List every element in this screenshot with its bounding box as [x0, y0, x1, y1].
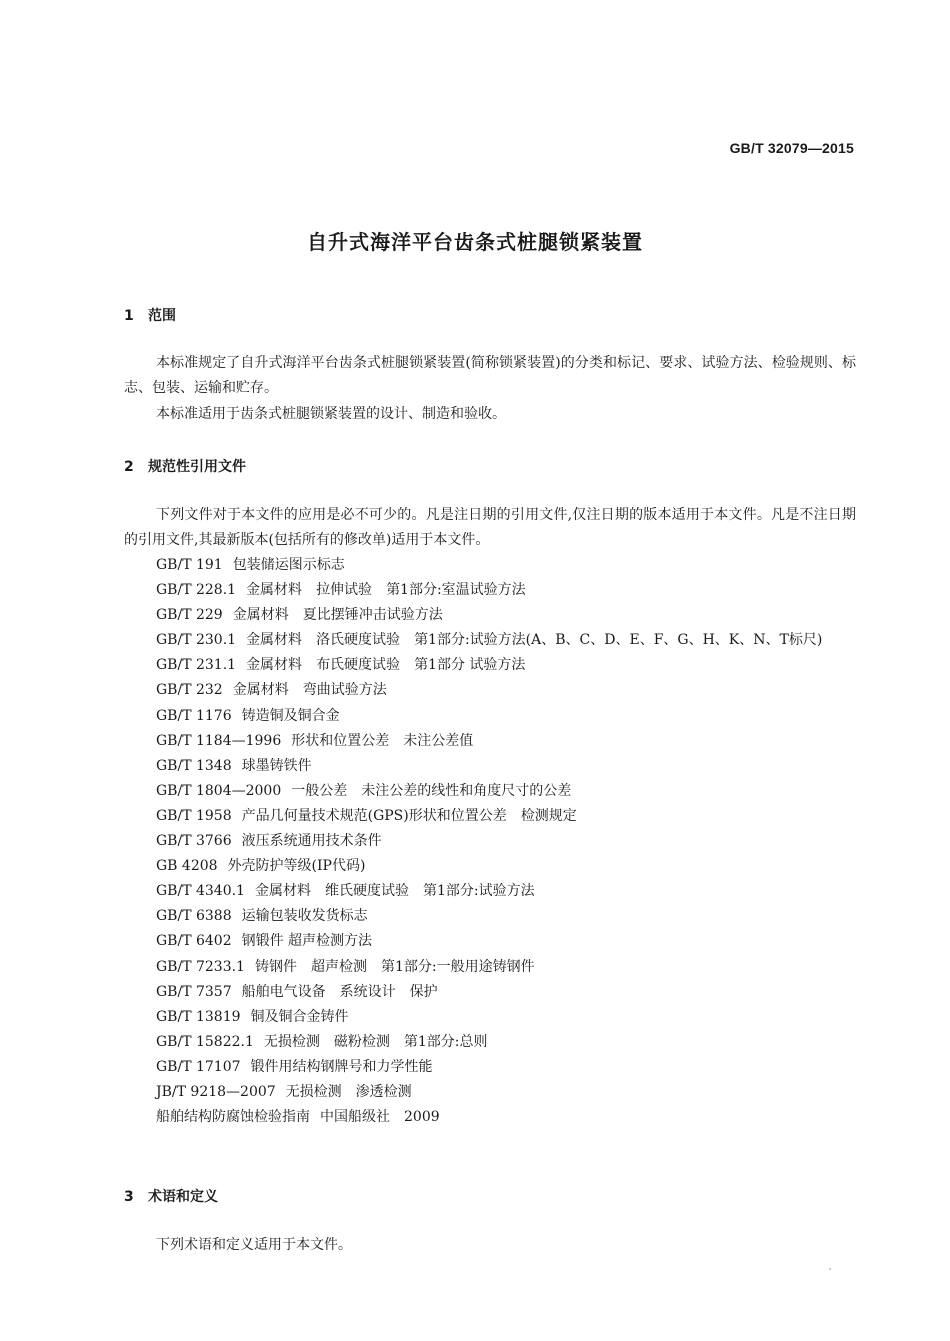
reference-item: [124, 904, 856, 929]
section-1-paragraph: 本标准适用于齿条式桩腿锁紧装置的设计、制造和验收。: [156, 406, 506, 422]
reference-item: [124, 929, 856, 954]
reference-title: 形状和位置公差: [291, 732, 390, 749]
reference-title: 钢锻件 超声检测方法: [241, 933, 373, 950]
section-title: 规范性引用文件: [148, 459, 246, 475]
reference-title: 夏比摆锤冲击试验方法: [302, 607, 443, 624]
reference-title: 无损检测: [263, 1033, 320, 1050]
reference-title: 铸造铜及铜合金: [241, 707, 340, 724]
reference-item: [124, 1080, 856, 1105]
reference-code: GB/T 7233.1: [156, 958, 245, 975]
reference-item: [124, 553, 856, 578]
reference-title: 金属材料: [232, 682, 289, 699]
section-title: 范围: [148, 308, 176, 324]
reference-item: [124, 628, 856, 653]
reference-title: 金属材料: [246, 632, 303, 649]
reference-code: GB/T 1176: [156, 707, 232, 724]
reference-title: 第1部分:一般用途铸钢件: [380, 958, 535, 975]
reference-code: GB/T 4340.1: [156, 883, 245, 900]
reference-title: 一般公差: [291, 782, 348, 799]
reference-code: GB/T 231.1: [156, 657, 237, 674]
reference-code: GB/T 1958: [156, 807, 232, 824]
reference-code: GB/T 229: [156, 607, 223, 624]
section-2-heading: [124, 456, 246, 476]
reference-title: 船舶电气设备: [241, 983, 326, 1000]
reference-item: [124, 955, 856, 980]
section-1-paragraph: 本标准规定了自升式海洋平台齿条式桩腿锁紧装置(简称锁紧装置)的分类和标记、要求、试验方法、检验规则、标志、包装、运输和贮存。: [124, 355, 856, 396]
reference-title: 保护: [409, 983, 438, 1000]
reference-code: GB/T 6388: [156, 908, 232, 925]
reference-code: GB/T 1348: [156, 757, 232, 774]
reference-item: [124, 854, 856, 879]
section-title: 术语和定义: [148, 1189, 218, 1205]
reference-title: 第1部分:试验方法: [422, 883, 535, 900]
reference-code: GB/T 228.1: [156, 582, 237, 599]
reference-title: 球墨铸铁件: [241, 757, 312, 774]
reference-item: [124, 804, 856, 829]
reference-code: JB/T 9218—2007: [156, 1083, 276, 1100]
reference-title: 金属材料: [246, 657, 303, 674]
section-3-paragraph: 下列术语和定义适用于本文件。: [156, 1237, 352, 1253]
reference-title: 检测规定: [520, 807, 577, 824]
reference-item: [124, 729, 856, 754]
standard-code: GB/T 32079—2015: [729, 140, 854, 156]
reference-item: [124, 1005, 856, 1030]
reference-title: 未注公差值: [403, 732, 474, 749]
reference-item: [124, 879, 856, 904]
reference-code: GB/T 1804—2000: [156, 782, 282, 799]
reference-title: 第1部分 试验方法: [414, 657, 526, 674]
reference-title: 未注公差的线性和角度尺寸的公差: [361, 782, 572, 799]
scan-speck: [829, 1268, 831, 1270]
reference-title: 2009: [404, 1109, 440, 1126]
reference-code: GB/T 3766: [156, 833, 232, 850]
reference-title: 拉伸试验: [316, 582, 373, 599]
reference-item: [124, 678, 856, 703]
reference-title: 系统设计: [339, 983, 396, 1000]
section-number: 3: [124, 1189, 134, 1205]
reference-title: 洛氏硬度试验: [316, 632, 401, 649]
reference-code: 船舶结构防腐蚀检验指南: [156, 1109, 310, 1126]
reference-item: [124, 829, 856, 854]
reference-code: GB/T 6402: [156, 933, 232, 950]
reference-item: [124, 704, 856, 729]
reference-title: 铜及铜合金铸件: [250, 1008, 349, 1025]
section-number: 2: [124, 459, 134, 475]
reference-title: 包装储运图示标志: [232, 557, 345, 573]
reference-title: 第1部分:试验方法(A、B、C、D、E、F、G、H、K、N、T标尺): [414, 632, 823, 649]
reference-code: GB/T 15822.1: [156, 1033, 254, 1050]
reference-title: 金属材料: [246, 582, 303, 599]
reference-item: [124, 980, 856, 1005]
reference-item: [124, 578, 856, 603]
reference-title: 磁粉检测: [333, 1033, 390, 1050]
reference-title: 第1部分:总则: [403, 1033, 488, 1050]
reference-code: GB/T 232: [156, 682, 223, 699]
reference-title: 运输包装收发货标志: [241, 908, 368, 925]
reference-code: GB/T 230.1: [156, 632, 237, 649]
reference-item: [124, 653, 856, 678]
reference-item: [124, 603, 856, 628]
section-number: 1: [124, 308, 134, 324]
reference-title: 铸钢件: [254, 958, 297, 975]
reference-title: 弯曲试验方法: [302, 682, 387, 699]
reference-title: 第1部分:室温试验方法: [386, 582, 526, 599]
reference-item: [124, 754, 856, 779]
reference-code: GB/T 17107: [156, 1058, 241, 1075]
reference-item: [124, 1030, 856, 1055]
reference-title: 超声检测: [310, 958, 367, 975]
normative-references-list: [124, 553, 856, 1130]
reference-title: 锻件用结构钢牌号和力学性能: [250, 1058, 433, 1075]
reference-title: 金属材料: [254, 883, 311, 900]
document-title: 自升式海洋平台齿条式桩腿锁紧装置: [307, 230, 643, 254]
reference-code: GB/T 1184—1996: [156, 732, 282, 749]
reference-title: 渗透检测: [355, 1083, 412, 1100]
section-1-heading: [124, 305, 176, 325]
reference-title: 维氏硬度试验: [324, 883, 409, 900]
section-2-paragraph: 下列文件对于本文件的应用是必不可少的。凡是注日期的引用文件,仅注日期的版本适用于本文件。凡是不注日期的引用文件,其最新版本(包括所有的修改单)适用于本文件。: [124, 507, 856, 548]
reference-title: 外壳防护等级(IP代码): [227, 858, 366, 875]
reference-title: 金属材料: [232, 607, 289, 624]
reference-title: 液压系统通用技术条件: [241, 833, 382, 850]
reference-item: [124, 1105, 856, 1130]
reference-code: GB 4208: [156, 858, 218, 875]
reference-item: [124, 1055, 856, 1080]
reference-item: [124, 779, 856, 804]
section-3-heading: [124, 1186, 218, 1206]
reference-title: 中国船级社: [320, 1109, 390, 1126]
reference-title: 布氏硬度试验: [316, 657, 401, 674]
reference-code: GB/T 13819: [156, 1008, 241, 1025]
reference-title: 产品几何量技术规范(GPS)形状和位置公差: [241, 807, 507, 824]
reference-code: GB/T 7357: [156, 983, 232, 1000]
reference-title: 无损检测: [285, 1083, 342, 1100]
reference-code: GB/T 191: [156, 557, 223, 573]
